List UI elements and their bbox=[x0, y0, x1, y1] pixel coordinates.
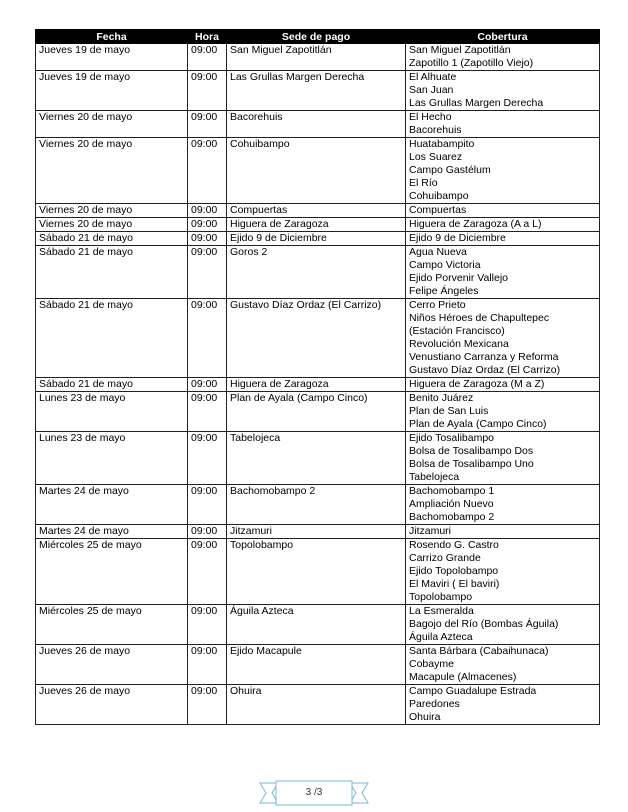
cobertura-item: Plan de Ayala (Campo Cinco) bbox=[409, 418, 547, 430]
cobertura-item: Campo Victoria bbox=[409, 259, 481, 271]
cell-fecha: Lunes 23 de mayo bbox=[36, 392, 188, 432]
cobertura-item: San Juan bbox=[409, 84, 454, 96]
cell-cobertura bbox=[406, 645, 600, 685]
cobertura-item: Niños Héroes de Chapultepec bbox=[409, 312, 550, 324]
cobertura-item: Cobayme bbox=[409, 658, 454, 670]
cell-sede: Bachomobampo 2 bbox=[227, 485, 406, 525]
table-row bbox=[36, 138, 600, 204]
cobertura-item: Ejido Topolobampo bbox=[409, 565, 499, 577]
cobertura-item: Cerro Prieto bbox=[409, 299, 466, 311]
cell-hora: 09:00 bbox=[188, 111, 227, 138]
cobertura-item: Águila Azteca bbox=[409, 631, 473, 643]
cobertura-item: Plan de San Luis bbox=[409, 405, 489, 417]
cell-fecha: Martes 24 de mayo bbox=[36, 485, 188, 525]
cell-hora: 09:00 bbox=[188, 138, 227, 204]
cobertura-item: El Alhuate bbox=[409, 71, 457, 83]
cobertura-item: Topolobampo bbox=[409, 591, 473, 603]
cell-cobertura bbox=[406, 218, 600, 232]
page-number: 3 /3 bbox=[305, 787, 323, 798]
cell-sede: Higuera de Zaragoza bbox=[227, 378, 406, 392]
cell-sede: Plan de Ayala (Campo Cinco) bbox=[227, 392, 406, 432]
table-header-row bbox=[36, 30, 600, 44]
header-cobertura: Cobertura bbox=[406, 30, 600, 44]
table-row bbox=[36, 645, 600, 685]
cell-cobertura bbox=[406, 539, 600, 605]
cell-cobertura bbox=[406, 525, 600, 539]
cell-fecha: Jueves 26 de mayo bbox=[36, 645, 188, 685]
cobertura-item: Ohuira bbox=[409, 711, 441, 723]
cell-cobertura bbox=[406, 378, 600, 392]
cell-sede: Tabelojeca bbox=[227, 432, 406, 485]
cell-cobertura bbox=[406, 232, 600, 246]
table-row bbox=[36, 246, 600, 299]
cobertura-item: Bachomobampo 1 bbox=[409, 485, 495, 497]
cobertura-item: La Esmeralda bbox=[409, 605, 474, 617]
header-hora: Hora bbox=[188, 30, 227, 44]
payment-schedule-table bbox=[35, 29, 600, 725]
cell-sede: Ejido 9 de Diciembre bbox=[227, 232, 406, 246]
cell-hora: 09:00 bbox=[188, 378, 227, 392]
cell-fecha: Miércoles 25 de mayo bbox=[36, 605, 188, 645]
header-sede: Sede de pago bbox=[227, 30, 406, 44]
cell-sede: San Miguel Zapotitlán bbox=[227, 44, 406, 71]
cell-sede: Jitzamuri bbox=[227, 525, 406, 539]
cobertura-item: Benito Juárez bbox=[409, 392, 474, 404]
cell-sede: Gustavo Díaz Ordaz (El Carrizo) bbox=[227, 299, 406, 378]
cobertura-item: Bachomobampo 2 bbox=[409, 511, 495, 523]
cobertura-item: Bacorehuis bbox=[409, 124, 462, 136]
cobertura-item: Paredones bbox=[409, 698, 460, 710]
cell-hora: 09:00 bbox=[188, 605, 227, 645]
cell-hora: 09:00 bbox=[188, 232, 227, 246]
cell-fecha: Viernes 20 de mayo bbox=[36, 218, 188, 232]
cell-sede: Ejido Macapule bbox=[227, 645, 406, 685]
cobertura-item: Jitzamuri bbox=[409, 525, 452, 537]
cell-fecha: Sábado 21 de mayo bbox=[36, 232, 188, 246]
cobertura-item: Higuera de Zaragoza (M a Z) bbox=[409, 378, 545, 390]
cobertura-item: Bolsa de Tosalibampo Dos bbox=[409, 445, 534, 457]
cell-cobertura bbox=[406, 246, 600, 299]
cell-cobertura bbox=[406, 299, 600, 378]
cell-sede: Ohuira bbox=[227, 685, 406, 725]
cobertura-item: Huatabampito bbox=[409, 138, 475, 150]
cell-fecha: Viernes 20 de mayo bbox=[36, 111, 188, 138]
cobertura-item: Rosendo G. Castro bbox=[409, 539, 499, 551]
cell-sede: Topolobampo bbox=[227, 539, 406, 605]
cobertura-item: Las Grullas Margen Derecha bbox=[409, 97, 544, 109]
cell-hora: 09:00 bbox=[188, 71, 227, 111]
header-fecha: Fecha bbox=[36, 30, 188, 44]
cobertura-item: Macapule (Almacenes) bbox=[409, 671, 517, 683]
cobertura-item: Carrizo Grande bbox=[409, 552, 481, 564]
cell-fecha: Jueves 19 de mayo bbox=[36, 71, 188, 111]
cobertura-item: Revolución Mexicana bbox=[409, 338, 509, 350]
cobertura-item: El Río bbox=[409, 177, 438, 189]
cobertura-item: San Miguel Zapotitlán bbox=[409, 44, 511, 56]
table-row bbox=[36, 432, 600, 485]
cobertura-item: Ejido Tosalibampo bbox=[409, 432, 495, 444]
cobertura-item: Los Suarez bbox=[409, 151, 463, 163]
table-row bbox=[36, 605, 600, 645]
cell-cobertura bbox=[406, 685, 600, 725]
cell-hora: 09:00 bbox=[188, 432, 227, 485]
cobertura-item: Zapotillo 1 (Zapotillo Viejo) bbox=[409, 57, 534, 69]
cell-hora: 09:00 bbox=[188, 392, 227, 432]
cobertura-item: (Estación Francisco) bbox=[409, 325, 505, 337]
table-row bbox=[36, 299, 600, 378]
page-number-ribbon bbox=[258, 779, 370, 807]
cell-hora: 09:00 bbox=[188, 44, 227, 71]
cell-cobertura bbox=[406, 71, 600, 111]
cobertura-item: Bagojo del Río (Bombas Águila) bbox=[409, 618, 559, 630]
cobertura-item: Agua Nueva bbox=[409, 246, 467, 258]
cobertura-item: Santa Bárbara (Cabaihunaca) bbox=[409, 645, 549, 657]
cobertura-item: Ampliación Nuevo bbox=[409, 498, 494, 510]
cell-hora: 09:00 bbox=[188, 204, 227, 218]
table-row bbox=[36, 71, 600, 111]
table-row bbox=[36, 44, 600, 71]
cobertura-item: Cohuibampo bbox=[409, 190, 469, 202]
cell-cobertura bbox=[406, 204, 600, 218]
table-row bbox=[36, 392, 600, 432]
cell-hora: 09:00 bbox=[188, 645, 227, 685]
cell-hora: 09:00 bbox=[188, 485, 227, 525]
table-row bbox=[36, 525, 600, 539]
cobertura-item: Ejido Porvenir Vallejo bbox=[409, 272, 509, 284]
cobertura-item: Gustavo Díaz Ordaz (El Carrizo) bbox=[409, 364, 561, 376]
cell-sede: Compuertas bbox=[227, 204, 406, 218]
table-row bbox=[36, 111, 600, 138]
table-row bbox=[36, 485, 600, 525]
cobertura-item: Felipe Ángeles bbox=[409, 285, 479, 297]
cell-cobertura bbox=[406, 432, 600, 485]
cell-fecha: Lunes 23 de mayo bbox=[36, 432, 188, 485]
cell-fecha: Jueves 26 de mayo bbox=[36, 685, 188, 725]
cell-hora: 09:00 bbox=[188, 525, 227, 539]
table-row bbox=[36, 539, 600, 605]
cell-hora: 09:00 bbox=[188, 539, 227, 605]
cell-sede: Bacorehuis bbox=[227, 111, 406, 138]
cell-fecha: Sábado 21 de mayo bbox=[36, 246, 188, 299]
cell-hora: 09:00 bbox=[188, 299, 227, 378]
cobertura-item: Ejido 9 de Diciembre bbox=[409, 232, 506, 244]
cobertura-item: Bolsa de Tosalibampo Uno bbox=[409, 458, 534, 470]
table-row bbox=[36, 218, 600, 232]
cell-fecha: Miércoles 25 de mayo bbox=[36, 539, 188, 605]
cobertura-item: El Hecho bbox=[409, 111, 452, 123]
cobertura-item: El Maviri ( El baviri) bbox=[409, 578, 500, 590]
cobertura-item: Venustiano Carranza y Reforma bbox=[409, 351, 559, 363]
table-row bbox=[36, 204, 600, 218]
cobertura-item: Compuertas bbox=[409, 204, 467, 216]
table-row bbox=[36, 685, 600, 725]
cobertura-item: Campo Guadalupe Estrada bbox=[409, 685, 537, 697]
cell-fecha: Sábado 21 de mayo bbox=[36, 378, 188, 392]
cell-sede: Las Grullas Margen Derecha bbox=[227, 71, 406, 111]
cell-sede: Higuera de Zaragoza bbox=[227, 218, 406, 232]
table-row bbox=[36, 232, 600, 246]
cell-fecha: Viernes 20 de mayo bbox=[36, 138, 188, 204]
cell-sede: Cohuibampo bbox=[227, 138, 406, 204]
table-row bbox=[36, 378, 600, 392]
cell-fecha: Sábado 21 de mayo bbox=[36, 299, 188, 378]
cell-hora: 09:00 bbox=[188, 685, 227, 725]
cell-cobertura bbox=[406, 138, 600, 204]
cell-hora: 09:00 bbox=[188, 218, 227, 232]
cobertura-item: Tabelojeca bbox=[409, 471, 460, 483]
cell-cobertura bbox=[406, 44, 600, 71]
cell-fecha: Jueves 19 de mayo bbox=[36, 44, 188, 71]
cell-fecha: Viernes 20 de mayo bbox=[36, 204, 188, 218]
cobertura-item: Higuera de Zaragoza (A a L) bbox=[409, 218, 542, 230]
cell-cobertura bbox=[406, 605, 600, 645]
cell-cobertura bbox=[406, 111, 600, 138]
cell-hora: 09:00 bbox=[188, 246, 227, 299]
cobertura-item: Campo Gastélum bbox=[409, 164, 491, 176]
cell-cobertura bbox=[406, 392, 600, 432]
table-body bbox=[36, 44, 600, 725]
cell-sede: Águila Azteca bbox=[227, 605, 406, 645]
cell-cobertura bbox=[406, 485, 600, 525]
cell-sede: Goros 2 bbox=[227, 246, 406, 299]
cell-fecha: Martes 24 de mayo bbox=[36, 525, 188, 539]
